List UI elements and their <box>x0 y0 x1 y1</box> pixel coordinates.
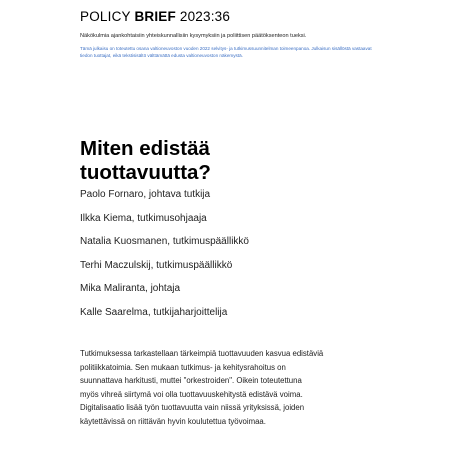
abstract-line: politiikkatoimia. Sen mukaan tutkimus- ja kehitysrahoitus on <box>80 362 286 372</box>
abstract-line: myös vihreä siirtymä voi olla tuottavuuskehitystä edistävä voima. <box>80 389 303 399</box>
author-item: Natalia Kuosmanen, tutkimuspäällikkö <box>80 236 249 248</box>
document-header <box>80 9 380 59</box>
author-item: Paolo Fornaro, johtava tutkija <box>80 189 211 200</box>
series-subtitle: Näkökulmia ajankohtaisiin yhteiskunnallisiin kysymyksiin ja poliittisen päätöksenteon tueksi. <box>80 33 307 39</box>
publication-note: Tämä julkaisu on toteutettu osana valtioneuvoston vuoden 2022 selvitys- ja tutkimussuunnitelman toimeenpanoa. Julkaisun sisällöstä vastaavat tiedon tuottajat, eikä tekstisisältö välttämättä edusta valtioneuvoston näkemystä. <box>80 46 372 59</box>
series-number: 2023:36 <box>175 9 231 24</box>
author-list <box>80 189 249 331</box>
author-item: Ilkka Kiema, tutkimusohjaaja <box>80 212 207 224</box>
abstract-line: käytettävissä on riittävän hyvin koulutettua työvoimaa. <box>80 416 266 426</box>
series-prefix: POLICY <box>80 9 135 24</box>
series-brief: BRIEF <box>134 9 176 24</box>
author-item: Terhi Maczulskij, tutkimuspäällikkö <box>80 259 233 271</box>
author-item: Kalle Saarelma, tutkijaharjoittelija <box>80 306 228 318</box>
abstract-line: Digitalisaatio lisää työn tuottavuutta vain niissä yrityksissä, joiden <box>80 403 305 413</box>
series-title <box>80 9 380 25</box>
abstract-line: suunnattava harkitusti, muttei "orkestroiden". Oikein toteutettuna <box>80 376 302 386</box>
abstract-line: Tutkimuksessa tarkastellaan tärkeimpiä tuottavuuden kasvua edistäviä <box>80 349 324 358</box>
abstract-paragraph <box>80 347 380 429</box>
author-item: Mika Maliranta, johtaja <box>80 283 181 295</box>
page-title: Miten edistää tuottavuutta? <box>80 137 211 184</box>
